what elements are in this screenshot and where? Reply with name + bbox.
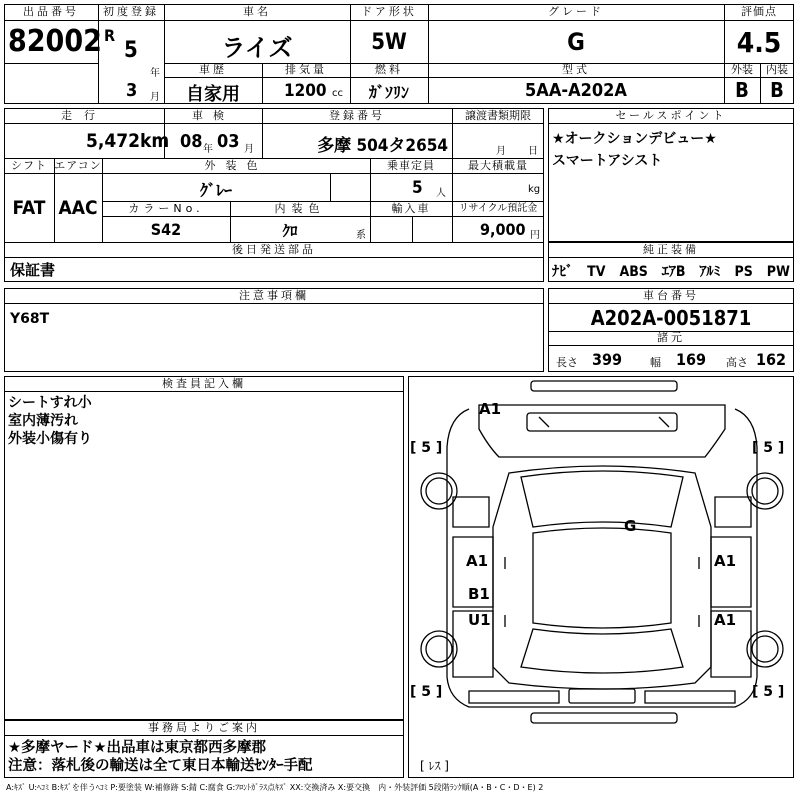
spec-label: 諸元	[657, 331, 685, 344]
score-label: 評価点	[741, 5, 777, 18]
ac-label: エアコン	[54, 159, 102, 172]
first-reg-label: 初度登録	[103, 5, 159, 18]
transfer-month-unit: 月	[496, 146, 506, 157]
office-line-2: 注意：落札後の輸送は全て東日本輸送ｾﾝﾀｰ手配	[8, 758, 313, 774]
damage-mark-left-rear-door-u: U1	[468, 611, 491, 629]
mileage: 5,472	[86, 130, 141, 152]
int-color: ｸﾛ	[282, 222, 298, 240]
transfer-label: 譲渡書類期限	[465, 109, 531, 122]
damage-mark-left-rear-door-b: B1	[468, 585, 490, 603]
ac: AAC	[58, 197, 98, 219]
exterior-score: B	[735, 78, 749, 102]
tire-rear-left: [ 5 ]	[410, 684, 443, 700]
chassis-label: 車台番号	[643, 289, 699, 302]
displacement-label: 排気量	[285, 63, 327, 76]
inspection-year-unit: 年	[203, 144, 213, 155]
sales-point-line-2: スマートアシスト	[552, 153, 663, 169]
width: 169	[676, 350, 707, 369]
tire-rear-right: [ 5 ]	[752, 684, 785, 700]
max-load-unit: kg	[528, 184, 541, 195]
history: 自家用	[186, 84, 240, 105]
height-label: 高さ	[726, 356, 748, 369]
damage-legend: A:ｷｽﾞ U:ﾍｺﾐ B:ｷｽﾞを伴うﾍｺﾐ P:要塗装 W:補修跡 S:錆 C:腐食 G:ﾌﾛﾝﾄｶﾞﾗｽ点ｷｽﾞ XX:交換済み X:要交換 内・外装評価 5段階ﾗﾝｸ順(A・B・C・D・E) 2	[6, 783, 544, 792]
color-no-label: カラーNo.	[128, 202, 204, 215]
notes-label: 注意事項欄	[239, 289, 309, 302]
car-diagram	[408, 376, 794, 778]
reg-no: 多摩 504タ2654	[317, 136, 448, 156]
spare-tire: [ ﾚｽ ]	[420, 759, 449, 773]
sales-point-block	[548, 108, 794, 242]
mileage-label: 走行	[61, 109, 107, 122]
interior-score: B	[770, 78, 784, 102]
chassis-number: A202A-0051871	[590, 306, 752, 330]
inspector-line-2: 室内薄汚れ	[8, 413, 78, 429]
damage-mark-windshield: G	[624, 517, 637, 535]
car-outline-diagram	[409, 377, 795, 779]
model-label: 型式	[562, 63, 590, 76]
damage-mark-left-front-door: A1	[466, 552, 489, 570]
color-no: S42	[150, 220, 182, 239]
int-color-label: 内装色	[274, 202, 326, 215]
lot-no-label: 出品番号	[23, 5, 79, 18]
later-parts-label: 後日発送部品	[232, 243, 316, 256]
history-label: 車歴	[199, 63, 227, 76]
car-name-label: 車名	[243, 5, 271, 18]
shift: FAT	[12, 197, 46, 219]
inspection-month-unit: 月	[244, 144, 254, 155]
mileage-unit: km	[140, 130, 170, 152]
lot-no: 82002	[8, 24, 102, 59]
capacity-label: 乗車定員	[387, 159, 435, 172]
inspector-line-3: 外装小傷有り	[8, 431, 92, 447]
max-load-label: 最大積載量	[468, 159, 528, 172]
office-line-1: ★多摩ヤード★出品車は東京都西多摩郡	[8, 740, 266, 756]
damage-mark-right-front-door: A1	[714, 552, 737, 570]
capacity: 5	[412, 178, 423, 198]
inspector-line-1: シートすれ小	[8, 395, 92, 411]
score: 4.5	[736, 26, 782, 59]
int-color-unit: 系	[356, 230, 366, 241]
interior-label: 内装	[766, 63, 788, 76]
displacement: 1200	[284, 81, 327, 101]
ext-color-label: 外装色	[204, 159, 268, 172]
damage-mark-front-bumper: A1	[479, 400, 502, 418]
grade: G	[567, 28, 585, 56]
first-reg-month: 3	[126, 80, 138, 101]
later-parts: 保証書	[10, 261, 56, 279]
sales-point-label: セールスポイント	[615, 109, 727, 122]
reg-no-label: 登録番号	[329, 109, 385, 122]
recycle-label: リサイクル預託金	[458, 203, 538, 214]
equipment-items: ﾅﾋﾞ TV ABS ｴｱB ｱﾙﾐ PS PW	[552, 264, 790, 280]
era: R	[104, 26, 116, 45]
sales-point-line-1: ★オークションデビュー★	[552, 131, 717, 147]
damage-mark-right-rear-door: A1	[714, 611, 737, 629]
ext-color: ｸﾞﾚｰ	[199, 181, 232, 200]
month-unit: 月	[150, 92, 160, 103]
fuel: ｶﾞｿﾘﾝ	[368, 83, 409, 102]
first-reg-year: 5	[124, 38, 138, 63]
grade-label: グレード	[548, 5, 604, 18]
inspection-year: 08	[180, 131, 203, 152]
recycle-unit: 円	[530, 230, 540, 241]
inspection-label: 車検	[192, 109, 234, 122]
tire-front-left: [ 5 ]	[410, 440, 443, 456]
car-name: ライズ	[221, 34, 293, 62]
door: 5W	[371, 30, 407, 55]
shift-label: シフト	[11, 159, 47, 172]
displacement-unit: cc	[332, 88, 343, 99]
length: 399	[592, 350, 623, 369]
width-label: 幅	[650, 356, 661, 369]
door-label: ドア形状	[361, 5, 417, 18]
tire-front-right: [ 5 ]	[752, 440, 785, 456]
model: 5AA-A202A	[525, 80, 627, 101]
height: 162	[756, 350, 787, 369]
fuel-label: 燃料	[375, 63, 403, 76]
notes-text: Y68T	[10, 311, 50, 327]
inspection-month: 03	[217, 131, 240, 152]
transfer-day-unit: 日	[528, 146, 538, 157]
capacity-unit: 人	[436, 188, 446, 199]
office-label: 事務局よりご案内	[148, 721, 260, 734]
equipment-label: 純正装備	[643, 243, 699, 256]
recycle: 9,000	[480, 220, 526, 239]
exterior-label: 外装	[731, 63, 753, 76]
year-unit: 年	[150, 68, 160, 79]
inspector-label: 検査員記入欄	[162, 377, 246, 390]
import-label: 輸入車	[391, 202, 431, 215]
length-label: 長さ	[556, 356, 578, 369]
